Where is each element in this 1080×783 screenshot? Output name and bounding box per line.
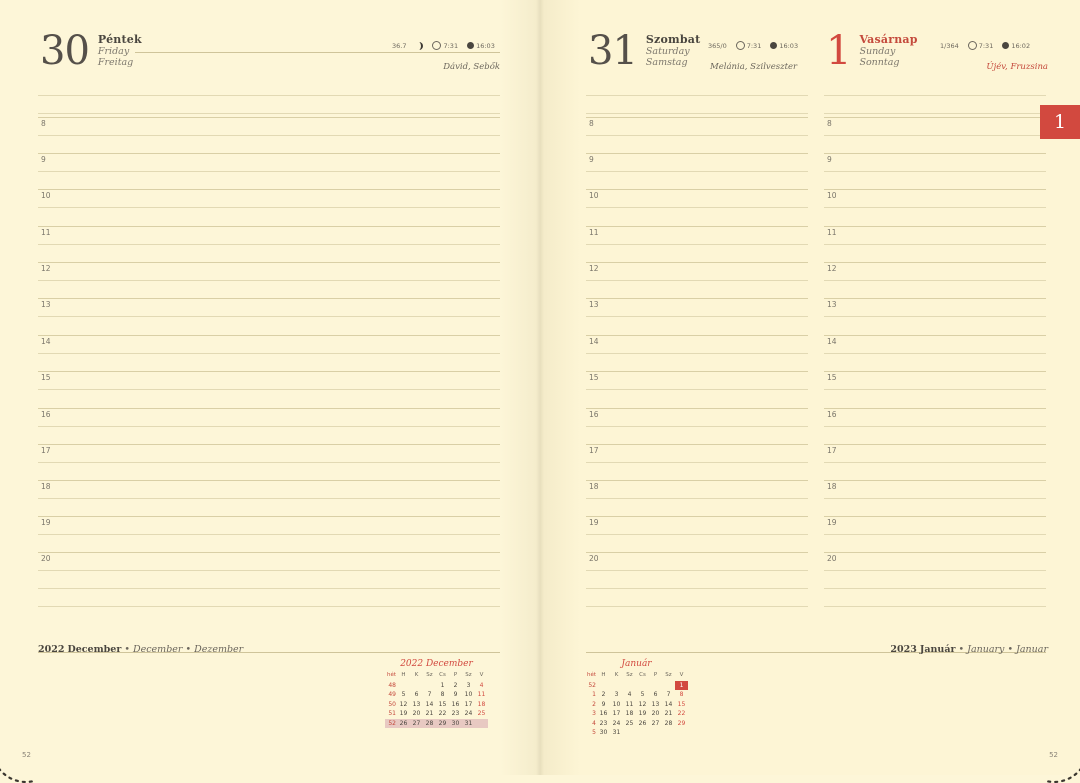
minical-day[interactable]: 29 [677, 719, 686, 727]
day-name-hu: Vasárnap [859, 33, 918, 46]
header-rule [135, 52, 500, 53]
hour-row[interactable] [824, 444, 1046, 480]
minical-day[interactable]: 28 [664, 719, 673, 727]
minical-dow: P [653, 672, 658, 678]
minical-day[interactable]: 14 [664, 700, 673, 708]
hour-row[interactable] [824, 371, 1046, 407]
minical-day[interactable]: 9 [601, 700, 606, 708]
sunset-icon [467, 42, 474, 49]
minical-week-row [585, 700, 688, 710]
hour-label: 19 [41, 518, 51, 527]
hour-label: 15 [41, 373, 51, 382]
hour-label: 17 [589, 446, 599, 455]
minical-day[interactable] [397, 681, 410, 691]
minical-day[interactable]: 27 [651, 719, 660, 727]
week-number: 36.7 [392, 41, 407, 50]
minical-day[interactable]: 1 [440, 681, 445, 689]
minical-day[interactable] [597, 681, 610, 691]
sunrise: 7:31 [736, 41, 762, 50]
hour-label: 18 [589, 482, 599, 491]
hour-row[interactable] [586, 262, 808, 298]
minical-day[interactable] [623, 728, 636, 738]
minical-day[interactable]: 29 [436, 719, 449, 729]
day-names [859, 34, 917, 69]
hour-label: 13 [41, 300, 51, 309]
hour-row[interactable] [38, 189, 500, 225]
footer-month-hu: Január [919, 644, 956, 655]
hour-row[interactable] [38, 408, 500, 444]
minical-dow: Sz [665, 672, 672, 678]
minical-week-row [385, 719, 488, 729]
hour-row[interactable] [38, 226, 500, 262]
hour-label: 13 [589, 300, 599, 309]
hour-grid-left [38, 95, 500, 615]
hour-row[interactable] [824, 552, 1046, 588]
minical-day[interactable]: 10 [464, 691, 473, 698]
hour-label: 16 [41, 410, 51, 419]
footer-month-en: December [133, 644, 183, 655]
hour-row[interactable] [824, 408, 1046, 444]
minical-dow: K [414, 672, 419, 678]
minical-day[interactable]: 6 [653, 691, 658, 698]
hour-label: 9 [827, 155, 832, 164]
day-header-1 [826, 28, 918, 74]
minical-day[interactable]: 26 [397, 719, 410, 729]
minical-day[interactable]: 3 [466, 681, 471, 689]
day-name-de: Samstag [645, 57, 688, 68]
hour-row[interactable] [586, 516, 808, 552]
hour-label: 19 [827, 518, 837, 527]
hour-row[interactable] [824, 516, 1046, 552]
sunrise-icon [432, 41, 441, 50]
minical-day[interactable] [636, 681, 649, 691]
minical-dow: V [679, 672, 684, 678]
hour-label: 8 [827, 119, 832, 128]
hour-row[interactable] [38, 516, 500, 552]
minical-day[interactable]: 5 [640, 691, 645, 698]
sunset: 16:02 [1002, 42, 1030, 50]
minical-day[interactable]: 13 [412, 700, 421, 708]
hour-row[interactable] [824, 335, 1046, 371]
minical-dow: Cs [639, 672, 646, 678]
day-name-en: Friday [97, 45, 130, 57]
day-name-de: Freitag [97, 57, 134, 68]
page-number-right: 52 [1049, 751, 1058, 759]
minical-day[interactable] [623, 681, 636, 691]
minical-day[interactable]: 19 [638, 710, 647, 717]
minical-day[interactable]: 12 [638, 700, 647, 708]
hour-label: 11 [827, 228, 837, 237]
minical-day[interactable] [675, 728, 688, 738]
minical-day[interactable] [649, 681, 662, 691]
hour-label: 18 [41, 482, 51, 491]
hour-row[interactable] [586, 117, 808, 153]
minical-day[interactable] [649, 728, 662, 738]
minical-day[interactable]: 22 [438, 710, 447, 717]
hour-row[interactable] [586, 226, 808, 262]
minical-day[interactable] [423, 681, 436, 691]
sun-moon-info-31 [708, 41, 798, 50]
hour-row[interactable] [38, 262, 500, 298]
sunset-icon [770, 42, 777, 49]
minical-day[interactable]: 4 [627, 691, 632, 698]
minical-day[interactable]: 18 [625, 710, 634, 717]
hour-label: 10 [41, 191, 51, 200]
minical-day[interactable]: 24 [464, 710, 473, 717]
hour-label: 20 [41, 554, 51, 563]
minical-week-row [585, 728, 688, 738]
minical-december[interactable] [385, 659, 488, 728]
hour-label: 9 [41, 155, 46, 164]
hour-row[interactable] [824, 262, 1046, 298]
minical-day[interactable] [662, 728, 675, 738]
hour-row[interactable] [586, 408, 808, 444]
minical-day[interactable]: 2 [453, 681, 458, 689]
sun-moon-info-1 [940, 41, 1030, 50]
minical-title: 2022 December [400, 659, 473, 669]
minical-day[interactable]: 4 [479, 681, 484, 689]
minical-week-row [585, 690, 688, 700]
hour-label: 10 [827, 191, 837, 200]
minical-week-row [385, 700, 488, 710]
hour-label: 16 [589, 410, 599, 419]
minical-week-header: hét [386, 672, 396, 678]
hour-label: 13 [827, 300, 837, 309]
minical-week-no: 4 [592, 719, 596, 727]
moon-icon [415, 42, 423, 50]
minical-day[interactable]: 12 [399, 700, 408, 708]
minical-day[interactable]: 6 [414, 691, 419, 698]
minical-dow: Cs [439, 672, 446, 678]
minical-day[interactable]: 25 [477, 710, 486, 717]
footer-month-en: January [967, 644, 1005, 655]
sunrise-icon [968, 41, 977, 50]
minical-week-row [585, 709, 688, 719]
hour-label: 15 [589, 373, 599, 382]
month-tab[interactable]: 1 [1040, 105, 1080, 139]
grid-line [38, 588, 500, 589]
minical-week-no: 5 [592, 729, 596, 736]
hour-row[interactable] [824, 117, 1046, 153]
hour-label: 8 [41, 119, 46, 128]
minical-day[interactable]: 2 [601, 691, 606, 698]
sunset: 16:03 [467, 42, 495, 50]
minical-week-no: 2 [592, 700, 596, 708]
hour-row[interactable] [586, 444, 808, 480]
hour-row[interactable] [586, 189, 808, 225]
minical-day[interactable]: 11 [477, 691, 486, 698]
minical-dow: Sz [626, 672, 633, 678]
nameday-31: Melánia, Szilveszter [710, 62, 798, 72]
minical-day[interactable] [410, 681, 423, 691]
binding-dots-left [0, 743, 50, 783]
hour-label: 19 [589, 518, 599, 527]
minical-day[interactable]: 11 [625, 700, 634, 708]
hour-grid-31 [586, 95, 808, 615]
hour-label: 20 [827, 554, 837, 563]
minical-day[interactable]: 17 [612, 710, 621, 717]
hour-label: 12 [41, 264, 51, 273]
minical-day[interactable]: 22 [677, 710, 686, 717]
hour-label: 11 [41, 228, 51, 237]
minical-week-no: 52 [588, 681, 596, 689]
minical-week-no: 3 [592, 710, 596, 717]
minical-dow: K [614, 672, 619, 678]
minical-day[interactable]: 14 [425, 700, 434, 708]
minical-january[interactable] [585, 659, 688, 738]
hour-label: 8 [589, 119, 594, 128]
month-footer-left: 2022 December • December • Dezember [38, 644, 244, 655]
minical-day[interactable]: 8 [679, 691, 684, 698]
hour-row[interactable] [38, 298, 500, 334]
minical-week-row [385, 709, 488, 719]
sunset-icon [1002, 42, 1009, 49]
hour-row[interactable] [38, 552, 500, 588]
minical-day[interactable]: 20 [651, 710, 660, 717]
minical-day[interactable]: 30 [599, 729, 608, 736]
hour-label: 18 [827, 482, 837, 491]
footer-month-de: Januar [1016, 644, 1048, 655]
minical-week-row [385, 690, 488, 700]
minical-day[interactable] [475, 719, 488, 729]
minical-day[interactable]: 21 [425, 710, 434, 717]
minical-dow: H [601, 672, 606, 678]
hour-row[interactable] [586, 371, 808, 407]
hour-label: 10 [589, 191, 599, 200]
grid-line [38, 606, 500, 607]
minical-dow: H [401, 672, 406, 678]
day-number: 30 [40, 28, 89, 74]
hour-label: 16 [827, 410, 837, 419]
minical-day[interactable] [610, 681, 623, 691]
minical-day[interactable] [662, 681, 675, 691]
minical-day[interactable]: 16 [451, 700, 460, 708]
hour-label: 14 [827, 337, 837, 346]
sunset: 16:03 [770, 42, 798, 50]
right-page [540, 0, 1080, 775]
binding-dots-right [1030, 743, 1080, 783]
minical-week-no: 49 [388, 691, 396, 698]
day-name-en: Sunday [859, 45, 896, 57]
page-number-left: 52 [22, 751, 31, 759]
hour-row[interactable] [824, 189, 1046, 225]
minical-day[interactable]: 8 [440, 691, 445, 698]
hour-label: 12 [589, 264, 599, 273]
hour-row[interactable] [824, 226, 1046, 262]
minical-week-header: hét [586, 672, 596, 678]
nameday-1: Újév, Fruzsina [986, 62, 1048, 72]
hour-label: 11 [589, 228, 599, 237]
hour-label: 9 [589, 155, 594, 164]
day-name-hu: Szombat [645, 33, 701, 46]
month-footer-right: 2023 Január • January • Januar [890, 644, 1048, 655]
minical-week-no: 50 [388, 700, 396, 708]
day-header-30 [40, 28, 142, 74]
hour-label: 14 [589, 337, 599, 346]
minical-dow: P [453, 672, 458, 678]
day-number: 1 [826, 28, 851, 74]
moon-phase [415, 42, 423, 50]
day-header-31 [588, 28, 701, 74]
hour-row[interactable] [38, 153, 500, 189]
minical-day[interactable]: 18 [477, 700, 486, 708]
minical-day-today[interactable]: 1 [675, 681, 688, 691]
minical-day[interactable]: 26 [638, 719, 647, 727]
minical-week-no: 51 [388, 710, 396, 717]
hour-label: 17 [827, 446, 837, 455]
minical-day[interactable]: 23 [451, 710, 460, 717]
minical-day[interactable]: 21 [664, 710, 673, 717]
sunrise: 7:31 [432, 41, 458, 50]
day-name-de: Sonntag [859, 57, 900, 68]
minical-table [585, 671, 688, 738]
week-number: 1/364 [940, 41, 959, 50]
footer-year: 2023 [890, 644, 917, 655]
minical-dow: V [479, 672, 484, 678]
minical-dow: Sz [465, 672, 472, 678]
minical-day[interactable]: 16 [599, 710, 608, 717]
minical-day[interactable]: 30 [449, 719, 462, 729]
minical-day[interactable]: 20 [412, 710, 421, 717]
minical-day[interactable]: 5 [401, 691, 406, 698]
minical-day[interactable]: 10 [612, 700, 621, 708]
sunrise-icon [736, 41, 745, 50]
hour-row[interactable] [824, 298, 1046, 334]
hour-grid-1 [824, 95, 1046, 615]
left-page [0, 0, 540, 775]
hour-row[interactable] [38, 335, 500, 371]
minical-day[interactable]: 24 [612, 719, 621, 727]
minical-week-row [585, 681, 688, 691]
sunrise: 7:31 [968, 41, 994, 50]
hour-row[interactable] [586, 153, 808, 189]
footer-month-de: Dezember [194, 644, 244, 655]
minical-day[interactable]: 15 [677, 700, 686, 708]
hour-row[interactable] [586, 298, 808, 334]
hour-label: 17 [41, 446, 51, 455]
minical-day[interactable]: 7 [427, 691, 432, 698]
nameday-30: Dávid, Sebők [443, 62, 500, 72]
minical-day[interactable]: 23 [599, 719, 608, 727]
minical-day[interactable]: 7 [666, 691, 671, 698]
hour-label: 15 [827, 373, 837, 382]
hour-row[interactable] [38, 444, 500, 480]
footer-year: 2022 [38, 644, 65, 655]
minical-day[interactable]: 15 [438, 700, 447, 708]
footer-month-hu: December [67, 644, 122, 655]
minical-day[interactable]: 25 [625, 719, 634, 727]
hour-row[interactable] [38, 480, 500, 516]
minical-day[interactable]: 31 [612, 729, 621, 736]
minical-dow: Sz [426, 672, 433, 678]
day-name-en: Saturday [645, 45, 690, 57]
minical-week-no: 48 [388, 681, 396, 689]
minical-day[interactable]: 13 [651, 700, 660, 708]
day-name-hu: Péntek [97, 33, 142, 46]
hour-label: 14 [41, 337, 51, 346]
minical-table [385, 671, 488, 728]
hour-row[interactable] [38, 371, 500, 407]
minical-week-no: 52 [385, 719, 397, 729]
hour-row[interactable] [586, 552, 808, 588]
day-names [646, 34, 700, 69]
hour-label: 20 [589, 554, 599, 563]
minical-day[interactable]: 28 [423, 719, 436, 729]
minical-day[interactable]: 31 [462, 719, 475, 729]
minical-week-row [385, 681, 488, 691]
minical-week-no: 1 [592, 691, 596, 698]
hour-row[interactable] [586, 335, 808, 371]
minical-day[interactable] [636, 728, 649, 738]
hour-row[interactable] [38, 117, 500, 153]
minical-day[interactable]: 17 [464, 700, 473, 708]
minical-day[interactable]: 19 [399, 710, 408, 717]
minical-day[interactable]: 9 [453, 691, 458, 698]
minical-week-row [585, 719, 688, 729]
hour-row[interactable] [824, 153, 1046, 189]
hour-label: 12 [827, 264, 837, 273]
sun-moon-info-30 [392, 41, 495, 50]
minical-day[interactable]: 27 [410, 719, 423, 729]
hour-row[interactable] [824, 480, 1046, 516]
week-number: 365/0 [708, 41, 727, 50]
hour-row[interactable] [586, 480, 808, 516]
minical-day[interactable]: 3 [614, 691, 619, 698]
minical-title: Január [621, 659, 652, 669]
day-number: 31 [588, 28, 637, 74]
